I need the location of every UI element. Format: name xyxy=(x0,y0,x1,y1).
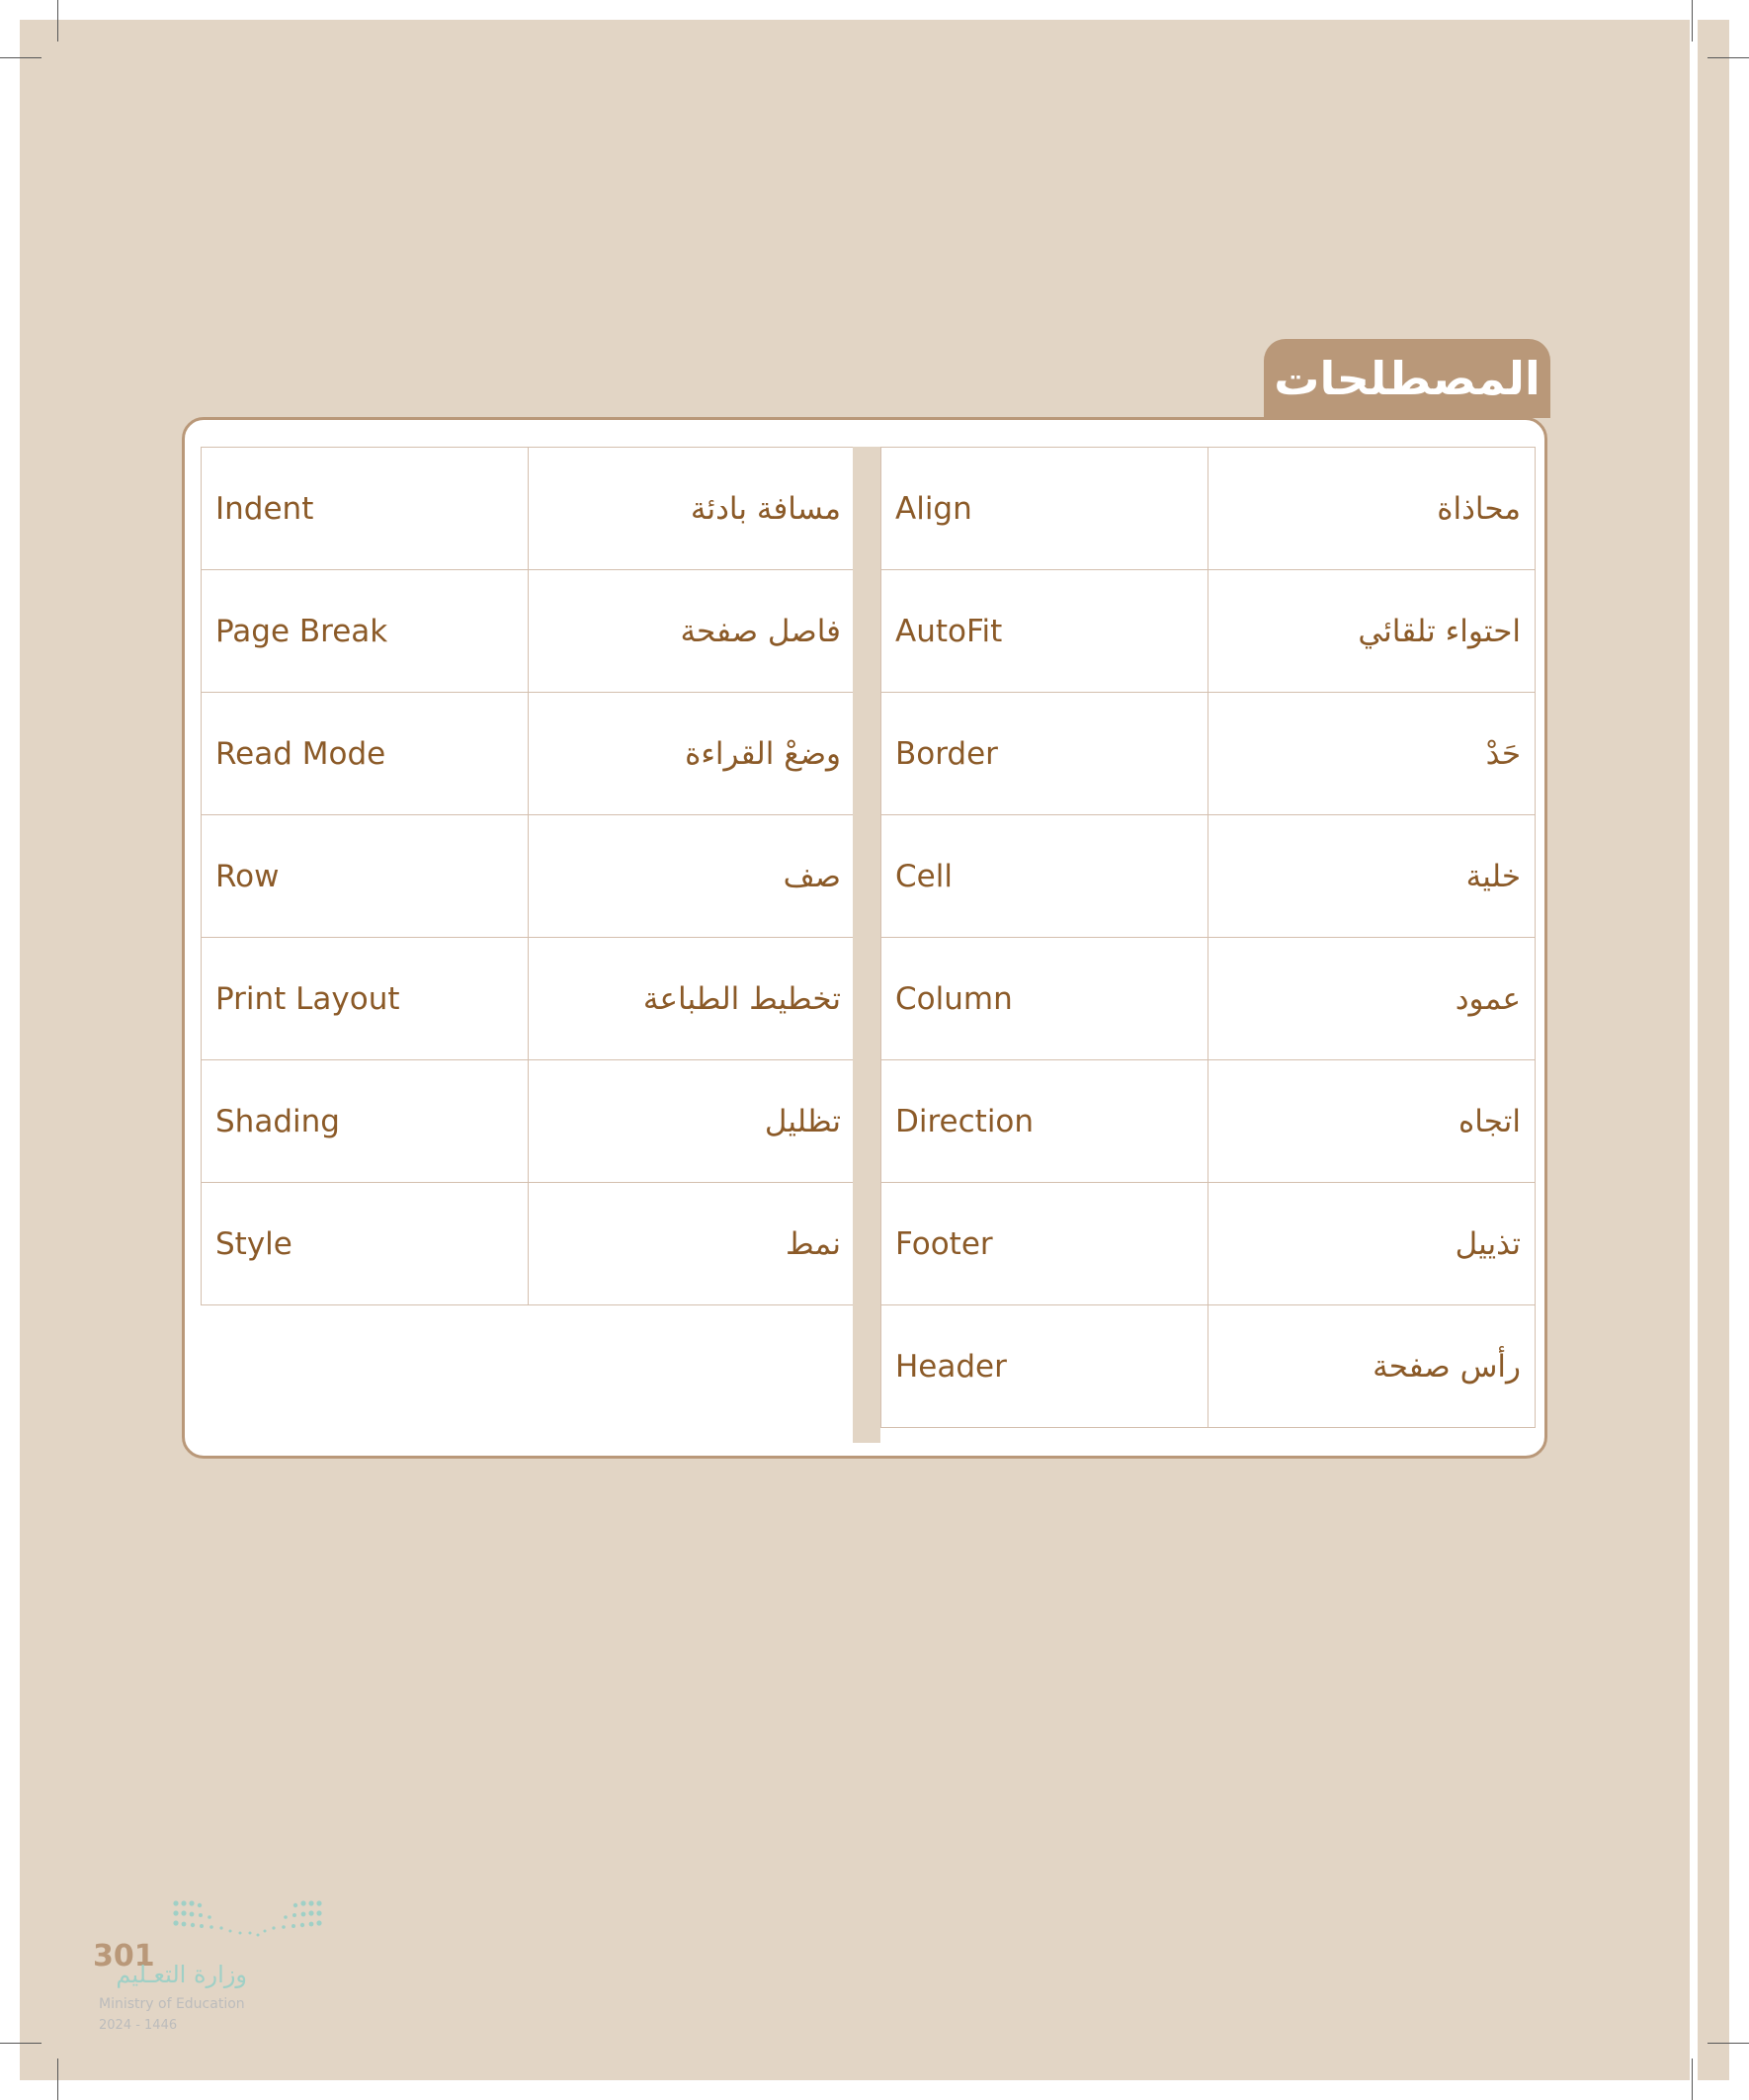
crop-mark xyxy=(1692,0,1693,42)
term-arabic: مسافة بادئة xyxy=(529,448,856,570)
table-row xyxy=(202,693,856,815)
term-arabic: محاذاة xyxy=(1208,448,1536,570)
term-english: Header xyxy=(881,1305,1208,1428)
crop-mark xyxy=(57,2058,58,2100)
term-arabic: تخطيط الطباعة xyxy=(529,938,856,1060)
crop-mark xyxy=(1692,2058,1693,2100)
term-english: Column xyxy=(881,938,1208,1060)
crop-mark xyxy=(1707,2043,1749,2044)
table-row xyxy=(881,693,1536,815)
term-arabic: خلية xyxy=(1208,815,1536,938)
table-row xyxy=(202,815,856,938)
page-number: 301 xyxy=(93,1939,155,1974)
ministry-name-english: Ministry of Education xyxy=(99,1996,245,2012)
table-row xyxy=(202,448,856,570)
section-title: المصطلحات xyxy=(1264,339,1550,418)
term-english: Border xyxy=(881,693,1208,815)
table-row xyxy=(881,1183,1536,1305)
term-english: Row xyxy=(202,815,529,938)
term-english: Cell xyxy=(881,815,1208,938)
term-arabic: احتواء تلقائي xyxy=(1208,570,1536,693)
term-english: Indent xyxy=(202,448,529,570)
term-arabic: تظليل xyxy=(529,1060,856,1183)
table-row xyxy=(202,938,856,1060)
term-english: Page Break xyxy=(202,570,529,693)
term-english: Read Mode xyxy=(202,693,529,815)
term-arabic: اتجاه xyxy=(1208,1060,1536,1183)
table-row xyxy=(881,1060,1536,1183)
table-row xyxy=(881,815,1536,938)
term-english: Footer xyxy=(881,1183,1208,1305)
table-row xyxy=(881,448,1536,570)
table-row xyxy=(881,938,1536,1060)
glossary-table-left xyxy=(201,447,856,1305)
term-english: Direction xyxy=(881,1060,1208,1183)
term-arabic: وضعْ القراءة xyxy=(529,693,856,815)
term-arabic: حَدْ xyxy=(1208,693,1536,815)
table-row xyxy=(202,1183,856,1305)
crop-mark xyxy=(1707,57,1749,58)
ministry-name-arabic: وزارة التعـليم xyxy=(116,1961,247,1988)
crop-mark xyxy=(57,0,58,42)
edition-year: 2024 - 1446 xyxy=(99,2018,178,2033)
term-arabic: صف xyxy=(529,815,856,938)
term-english: Print Layout xyxy=(202,938,529,1060)
glossary-table-right xyxy=(880,447,1536,1428)
table-row xyxy=(202,1060,856,1183)
term-arabic: رأس صفحة xyxy=(1208,1305,1536,1428)
term-arabic: نمط xyxy=(529,1183,856,1305)
term-arabic: فاصل صفحة xyxy=(529,570,856,693)
table-row xyxy=(881,1305,1536,1428)
side-strip xyxy=(1698,20,1729,2080)
crop-mark xyxy=(0,2043,42,2044)
term-english: Align xyxy=(881,448,1208,570)
table-row xyxy=(202,570,856,693)
term-arabic: عمود xyxy=(1208,938,1536,1060)
term-arabic: تذييل xyxy=(1208,1183,1536,1305)
ministry-logo-dots xyxy=(171,1897,324,1939)
table-divider xyxy=(853,447,880,1443)
term-english: Style xyxy=(202,1183,529,1305)
term-english: AutoFit xyxy=(881,570,1208,693)
table-row xyxy=(881,570,1536,693)
term-english: Shading xyxy=(202,1060,529,1183)
crop-mark xyxy=(0,57,42,58)
